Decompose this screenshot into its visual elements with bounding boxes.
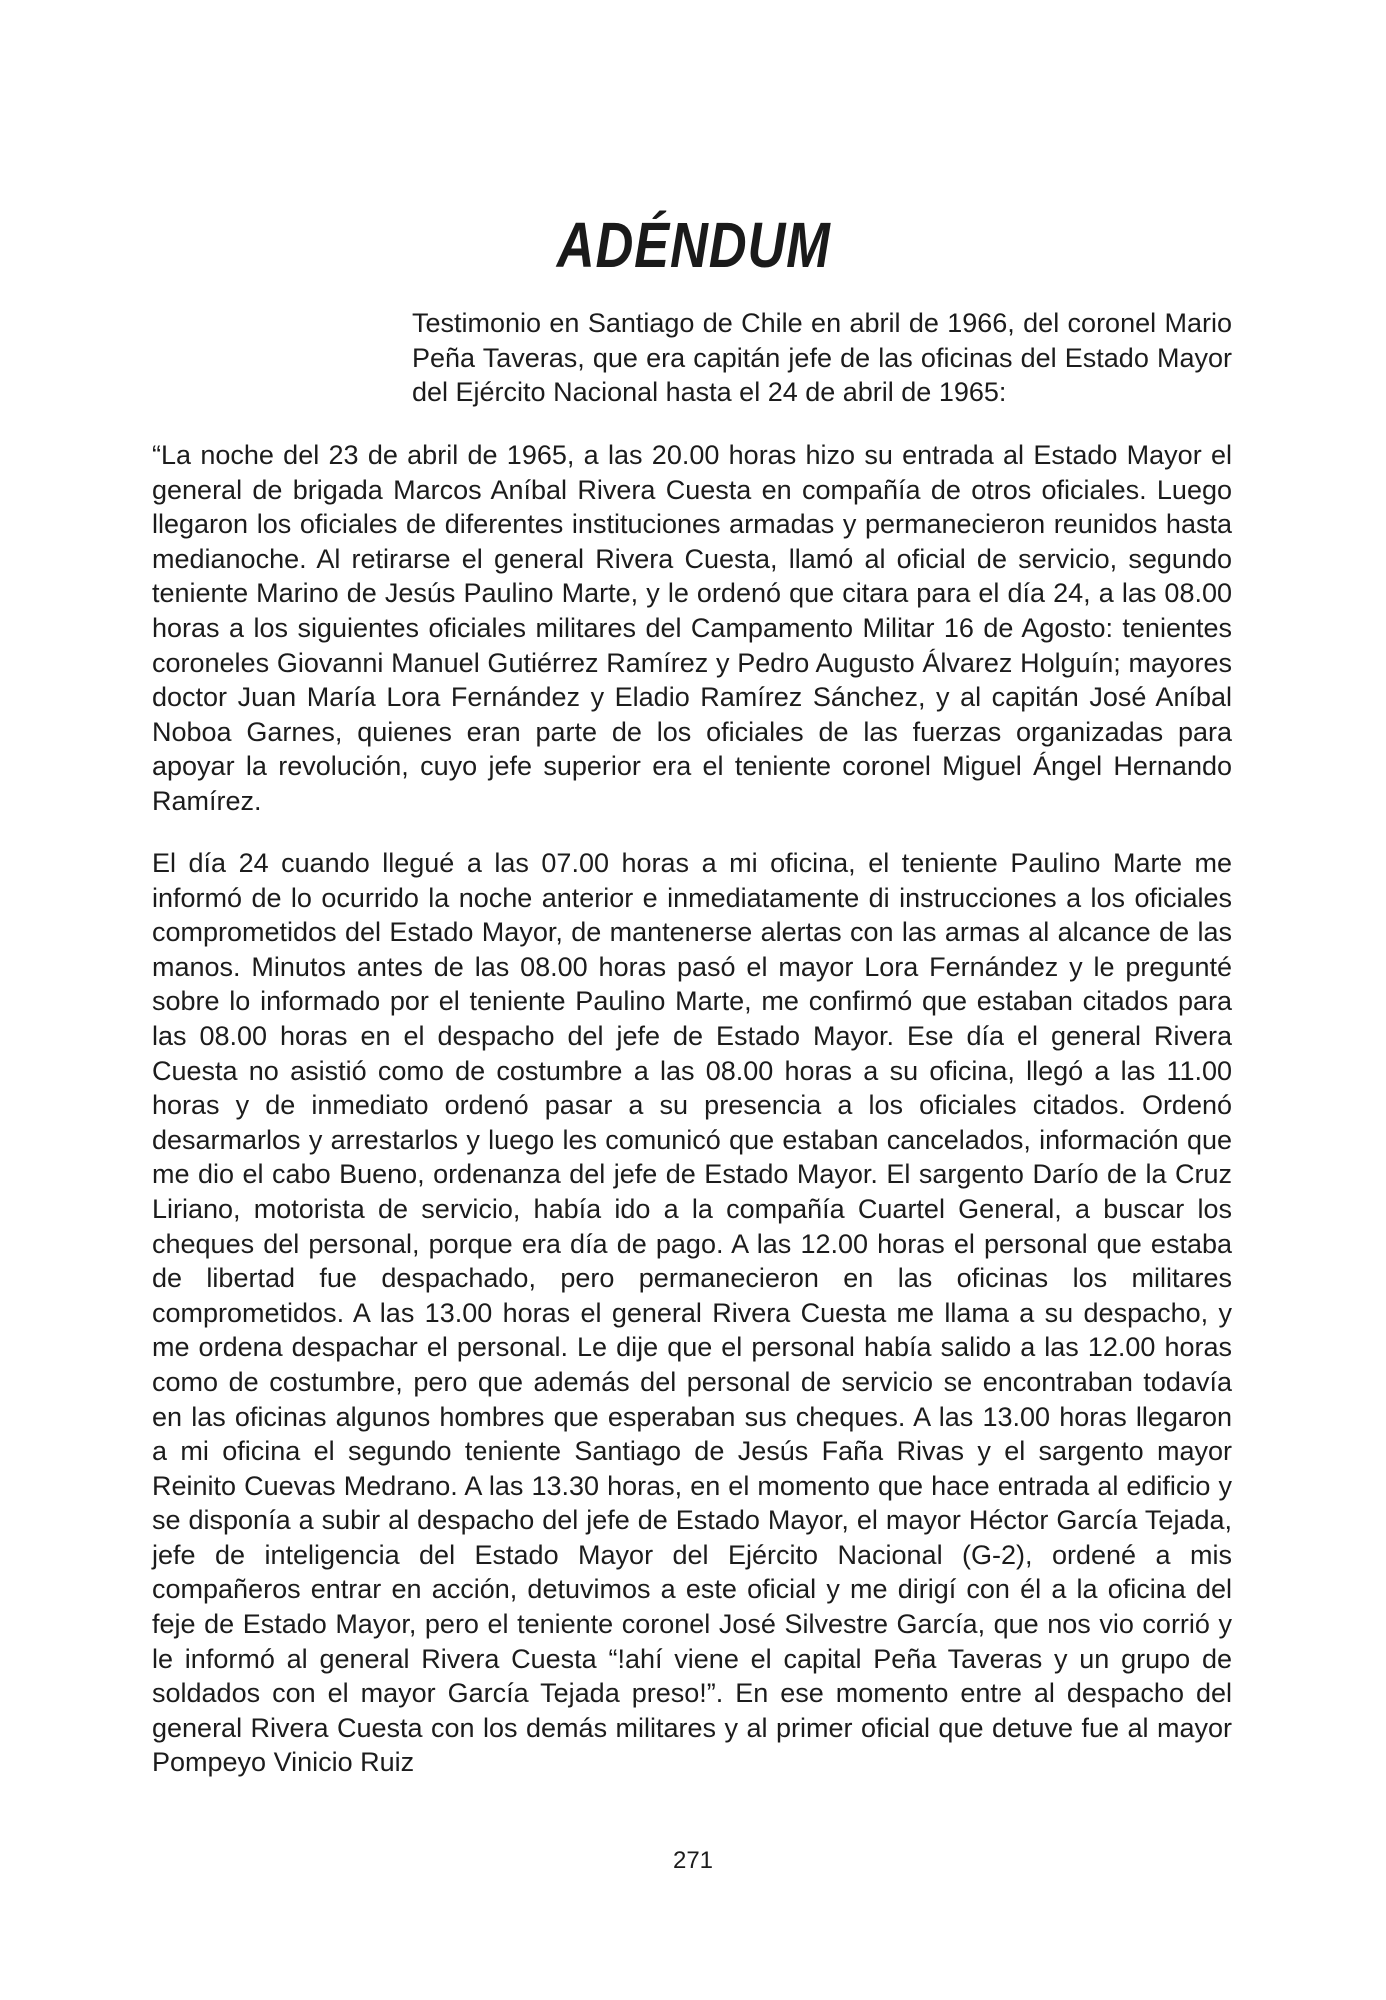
- page-title: ADÉNDUM: [556, 209, 831, 281]
- intro-paragraph: Testimonio en Santiago de Chile en abril de 1966, del coronel Mario Peña Taveras, que era capitán jefe de las oficinas del Estado Mayor del Ejército Nacional hasta el 24 de abril de 1965:: [412, 308, 1232, 408]
- body-paragraph-2: El día 24 cuando llegué a las 07.00 horas a mi oficina, el teniente Paulino Marte me informó de lo ocurrido la noche anterior e inmediatamente di instrucciones a los oficiales comprometidos del Estado Mayor, de mantenerse alertas con las armas al alcance de las manos. Minutos antes de las 08.00 horas pasó el mayor Lora Fernández y le pregunté sobre lo informado por el teniente Paulino Marte, me confirmó que estaban citados para las 08.00 horas en el despacho del jefe de Estado Mayor. Ese día el general Rivera Cuesta no asistió como de costumbre a las 08.00 horas a su oficina, llegó a las 11.00 horas y de inmediato ordenó pasar a su presencia a los oficiales citados. Ordenó desarmarlos y arrestarlos y luego les comunicó que estaban cancelados, información que me dio el cabo Bueno, ordenanza del jefe de Estado Mayor. El sargento Darío de la Cruz Liriano, motorista de servicio, había ido a la compañía Cuartel General, a buscar los cheques del personal, porque era día de pago. A las 12.00 horas el personal que estaba de libertad fue despachado, pero permanecieron en las oficinas los militares comprometidos. A las 13.00 horas el general Rivera Cuesta me llama a su despacho, y me ordena despachar el personal. Le dije que el personal había salido a las 12.00 horas como de costumbre, pero que además del personal de servicio se encontraban todavía en las oficinas algunos hombres que esperaban sus cheques. A las 13.00 horas llegaron a mi oficina el segundo teniente Santiago de Jesús Faña Rivas y el sargento mayor Reinito Cuevas Medrano. A las 13.30 horas, en el momento que hace entrada al edificio y se disponía a subir al despacho del jefe de Estado Mayor, el mayor Héctor García Tejada, jefe de inteligencia del Estado Mayor del Ejército Nacional (G-2), ordené a mis compañeros entrar en acción, detuvimos a este oficial y me dirigí con él a la oficina del feje de Estado Mayor, pero el teniente coronel José Silvestre García, que nos vio corrió y le informó al general Rivera Cuesta “!ahí viene el capital Peña Taveras y un grupo de soldados con el mayor García Tejada preso!”. En ese momento entre al despacho del general Rivera Cuesta con los demás militares y al primer oficial que detuve fue al mayor Pompeyo Vinicio Ruiz: [152, 848, 1232, 1778]
- page-number: 271: [672, 1847, 714, 1874]
- body-paragraph-1: “La noche del 23 de abril de 1965, a las 20.00 horas hizo su entrada al Estado Mayor el general de brigada Marcos Aníbal Rivera Cuesta en compañía de otros oficiales. Luego llegaron los oficiales de diferentes instituciones armadas y permanecieron reunidos hasta medianoche. Al retirarse el general Rivera Cuesta, llamó al oficial de servicio, segundo teniente Marino de Jesús Paulino Marte, y le ordenó que citara para el día 24, a las 08.00 horas a los siguientes oficiales militares del Campamento Militar 16 de Agosto: tenientes coroneles Giovanni Manuel Gutiérrez Ramírez y Pedro Augusto Álvarez Holguín; mayores doctor Juan María Lora Fernández y Eladio Ramírez Sánchez, y al capitán José Aníbal Noboa Garnes, quienes eran parte de los oficiales de las fuerzas organizadas para apoyar la revolución, cuyo jefe superior era el teniente coronel Miguel Ángel Hernando Ramírez.: [152, 440, 1232, 816]
